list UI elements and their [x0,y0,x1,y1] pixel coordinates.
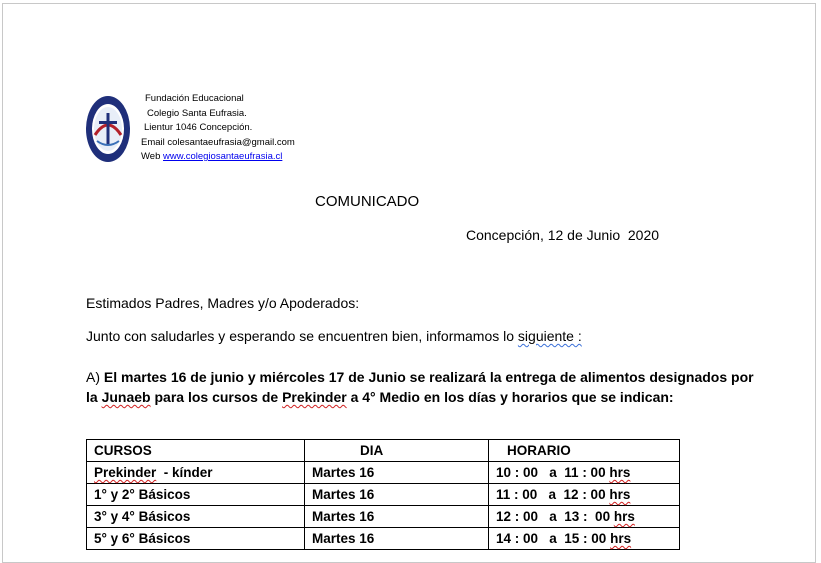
table-row: 1° y 2° Básicos Martes 16 11 : 00 a 12 : 00 hrs [87,484,680,506]
document-title: COMUNICADO [315,193,420,210]
table-header-row [87,440,680,462]
document-date: Concepción, 12 de Junio 2020 [466,227,660,243]
spell-flag-junaeb: Junaeb [101,389,151,405]
school-web-link[interactable]: www.colegiosantaeufrasia.cl [163,151,283,162]
school-web: Web www.colegiosantaeufrasia.cl [141,151,283,162]
spell-flag-prekinder: Prekinder [282,389,347,405]
table-row: 5° y 6° Básicos Martes 16 14 : 00 a 15 : 00 hrs [87,528,680,550]
school-email: Email colesantaeufrasia@gmail.com [141,136,295,148]
school-address: Lientur 1046 Concepción. [144,122,253,133]
intro-line: Junto con saludarles y esperando se encuentren bien, informamos lo siguiente : [86,328,582,344]
greeting: Estimados Padres, Madres y/o Apoderados: [86,295,360,311]
header-horario: HORARIO [489,440,680,462]
header-cursos: CURSOS [87,440,305,462]
table-row: Prekinder - kínder Martes 16 10 : 00 a 11 : 00 hrs [87,462,680,484]
foundation-name: Fundación Educacional [145,93,244,104]
school-name: Colegio Santa Eufrasia. [147,107,247,119]
paragraph-a: A) El martes 16 de junio y miércoles 17 de Junio se realizará la entrega de alimentos designados por la Junaeb para los cursos de Prekinder a 4° Medio en los días y horarios que se indican: [86,369,754,405]
school-header [141,92,295,165]
header-dia: DIA [305,440,489,462]
grammar-flag-siguiente: siguiente : [517,328,582,344]
school-crest-icon [85,95,131,163]
table-row: 3° y 4° Básicos Martes 16 12 : 00 a 13 : 00 hrs [87,506,680,528]
schedule-table [86,439,680,550]
